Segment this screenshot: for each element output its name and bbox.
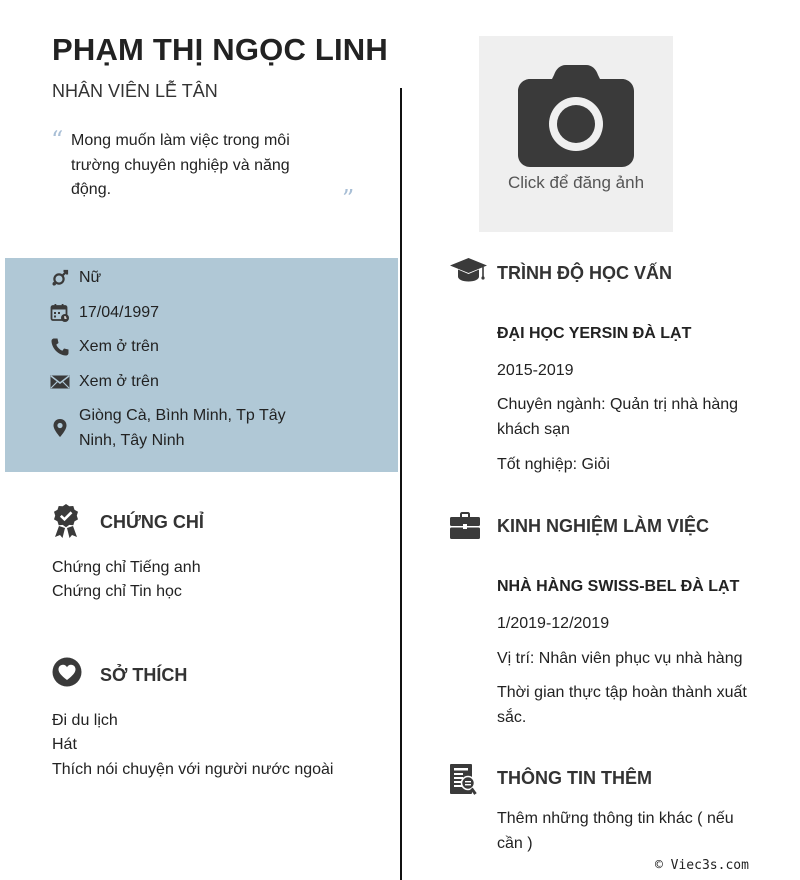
additional-info-text[interactable]: Thêm những thông tin khác ( nếu cần ) <box>497 810 734 852</box>
hobby-item[interactable]: Hát <box>52 736 77 753</box>
graduation-cap-icon <box>450 258 487 283</box>
phone-value[interactable]: Xem ở trên <box>79 338 159 355</box>
photo-caption: Click để đăng ảnh <box>507 173 645 192</box>
company-name[interactable]: NHÀ HÀNG SWISS-BEL ĐÀ LẠT <box>497 578 740 595</box>
hobby-item[interactable]: Thích nói chuyện với người nước ngoài <box>52 761 334 778</box>
job-title: NHÂN VIÊN LỄ TÂN <box>52 81 218 101</box>
heart-icon <box>52 657 82 687</box>
experience-position[interactable]: Vị trí: Nhân viên phục vụ nhà hàng <box>497 650 743 667</box>
certificate-item[interactable]: Chứng chỉ Tiếng anh <box>52 559 201 576</box>
copyright-footer: © Viec3s.com <box>655 858 749 873</box>
map-pin-icon <box>50 418 70 438</box>
document-icon <box>450 764 477 799</box>
education-heading: TRÌNH ĐỘ HỌC VẤN <box>497 263 672 283</box>
photo-upload[interactable] <box>479 36 673 232</box>
education-major[interactable]: Chuyên ngành: Quản trị nhà hàng khách sạn <box>497 396 739 438</box>
phone-icon <box>50 337 70 357</box>
education-period[interactable]: 2015-2019 <box>497 362 574 379</box>
gender-icon <box>50 268 70 288</box>
certificate-item[interactable]: Chứng chỉ Tin học <box>52 583 182 600</box>
education-grade[interactable]: Tốt nghiệp: Giỏi <box>497 456 610 473</box>
experience-description[interactable]: Thời gian thực tập hoàn thành xuất sắc. <box>497 684 747 726</box>
quote-close-icon: ” <box>342 185 355 213</box>
hobby-item[interactable]: Đi du lịch <box>52 712 118 729</box>
camera-icon <box>518 65 634 167</box>
school-name[interactable]: ĐẠI HỌC YERSIN ĐÀ LẠT <box>497 325 692 342</box>
experience-period[interactable]: 1/2019-12/2019 <box>497 615 610 632</box>
contact-panel <box>5 258 398 472</box>
gender-value[interactable]: Nữ <box>79 269 102 286</box>
certificates-heading: CHỨNG CHỈ <box>100 512 204 532</box>
calendar-icon <box>50 303 70 323</box>
quote-open-icon: “ <box>51 126 64 154</box>
award-badge-icon <box>52 504 80 538</box>
hobbies-heading: SỞ THÍCH <box>100 665 188 685</box>
candidate-name: PHẠM THỊ NGỌC LINH <box>52 32 388 67</box>
column-divider <box>400 88 402 880</box>
experience-heading: KINH NGHIỆM LÀM VIỆC <box>497 516 710 536</box>
additional-info-heading: THÔNG TIN THÊM <box>497 768 652 788</box>
career-objective[interactable]: Mong muốn làm việc trong môi trường chuyên nghiệp và năng động. <box>71 132 290 198</box>
email-value[interactable]: Xem ở trên <box>79 373 159 390</box>
briefcase-icon <box>450 512 480 539</box>
birthdate-value[interactable]: 17/04/1997 <box>79 304 160 321</box>
address-value[interactable]: Giòng Cà, Bình Minh, Tp Tây Ninh, Tây Ninh <box>79 407 286 449</box>
envelope-icon <box>50 372 70 392</box>
